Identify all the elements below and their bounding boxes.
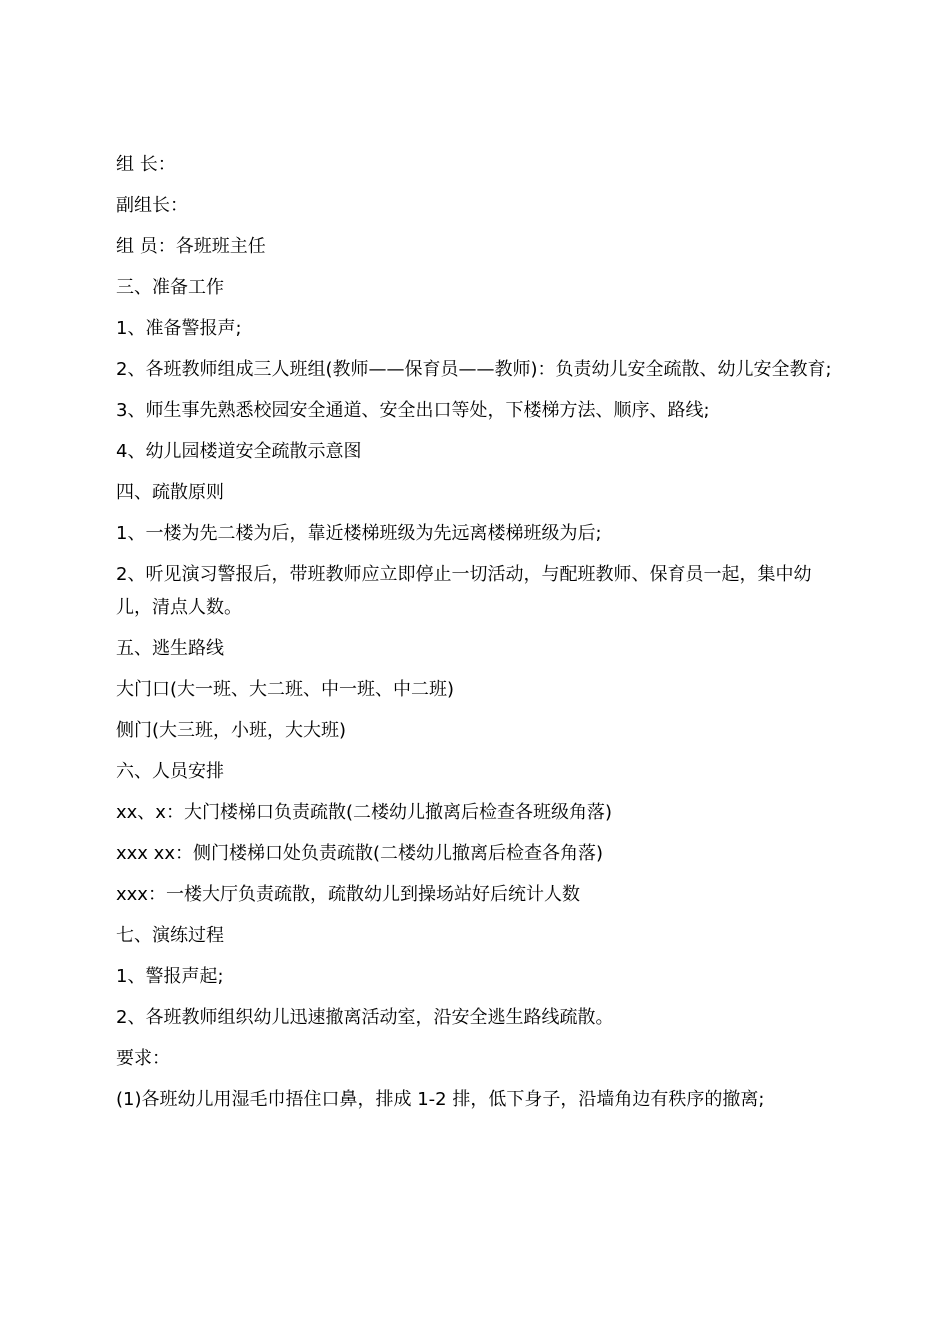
principle-item-2: 2、听见演习警报后，带班教师应立即停止一切活动，与配班教师、保育员一起，集中幼儿，清点人数。 xyxy=(116,564,812,618)
section-heading-drill-process: 七、演练过程 xyxy=(116,925,224,946)
drill-step-1: 1、警报声起; xyxy=(116,966,224,987)
route-main-gate: 大门口(大一班、大二班、中一班、中二班) xyxy=(116,679,455,700)
staff-item-1: xx、x：大门楼梯口负责疏散(二楼幼儿撤离后检查各班级角落) xyxy=(116,802,612,823)
route-side-gate: 侧门(大三班，小班，大大班) xyxy=(116,720,347,741)
section-heading-principles: 四、疏散原则 xyxy=(116,482,224,503)
section-heading-escape-routes: 五、逃生路线 xyxy=(116,638,224,659)
drill-step-2: 2、各班教师组织幼儿迅速撤离活动室，沿安全逃生路线疏散。 xyxy=(116,1007,614,1028)
preparation-item-2: 2、各班教师组成三人班组(教师——保育员——教师)：负责幼儿安全疏散、幼儿安全教育; xyxy=(116,359,832,380)
requirements-label: 要求： xyxy=(116,1048,170,1069)
members-line: 组 员：各班班主任 xyxy=(116,236,266,257)
section-heading-preparation: 三、准备工作 xyxy=(116,277,224,298)
staff-item-3: xxx：一楼大厅负责疏散，疏散幼儿到操场站好后统计人数 xyxy=(116,884,580,905)
preparation-item-4: 4、幼儿园楼道安全疏散示意图 xyxy=(116,441,362,462)
leader-line: 组 长： xyxy=(116,154,176,175)
deputy-leader-line: 副组长： xyxy=(116,195,188,216)
principle-item-1: 1、一楼为先二楼为后，靠近楼梯班级为先远离楼梯班级为后; xyxy=(116,523,602,544)
preparation-item-1: 1、准备警报声; xyxy=(116,318,242,339)
section-heading-staff: 六、人员安排 xyxy=(116,761,224,782)
preparation-item-3: 3、师生事先熟悉校园安全通道、安全出口等处，下楼梯方法、顺序、路线; xyxy=(116,400,710,421)
document-body xyxy=(116,148,840,1124)
requirement-item-1: (1)各班幼儿用湿毛巾捂住口鼻，排成 1-2 排，低下身子，沿墙角边有秩序的撤离; xyxy=(116,1089,765,1110)
staff-item-2: xxx xx：侧门楼梯口处负责疏散(二楼幼儿撤离后检查各角落) xyxy=(116,843,604,864)
